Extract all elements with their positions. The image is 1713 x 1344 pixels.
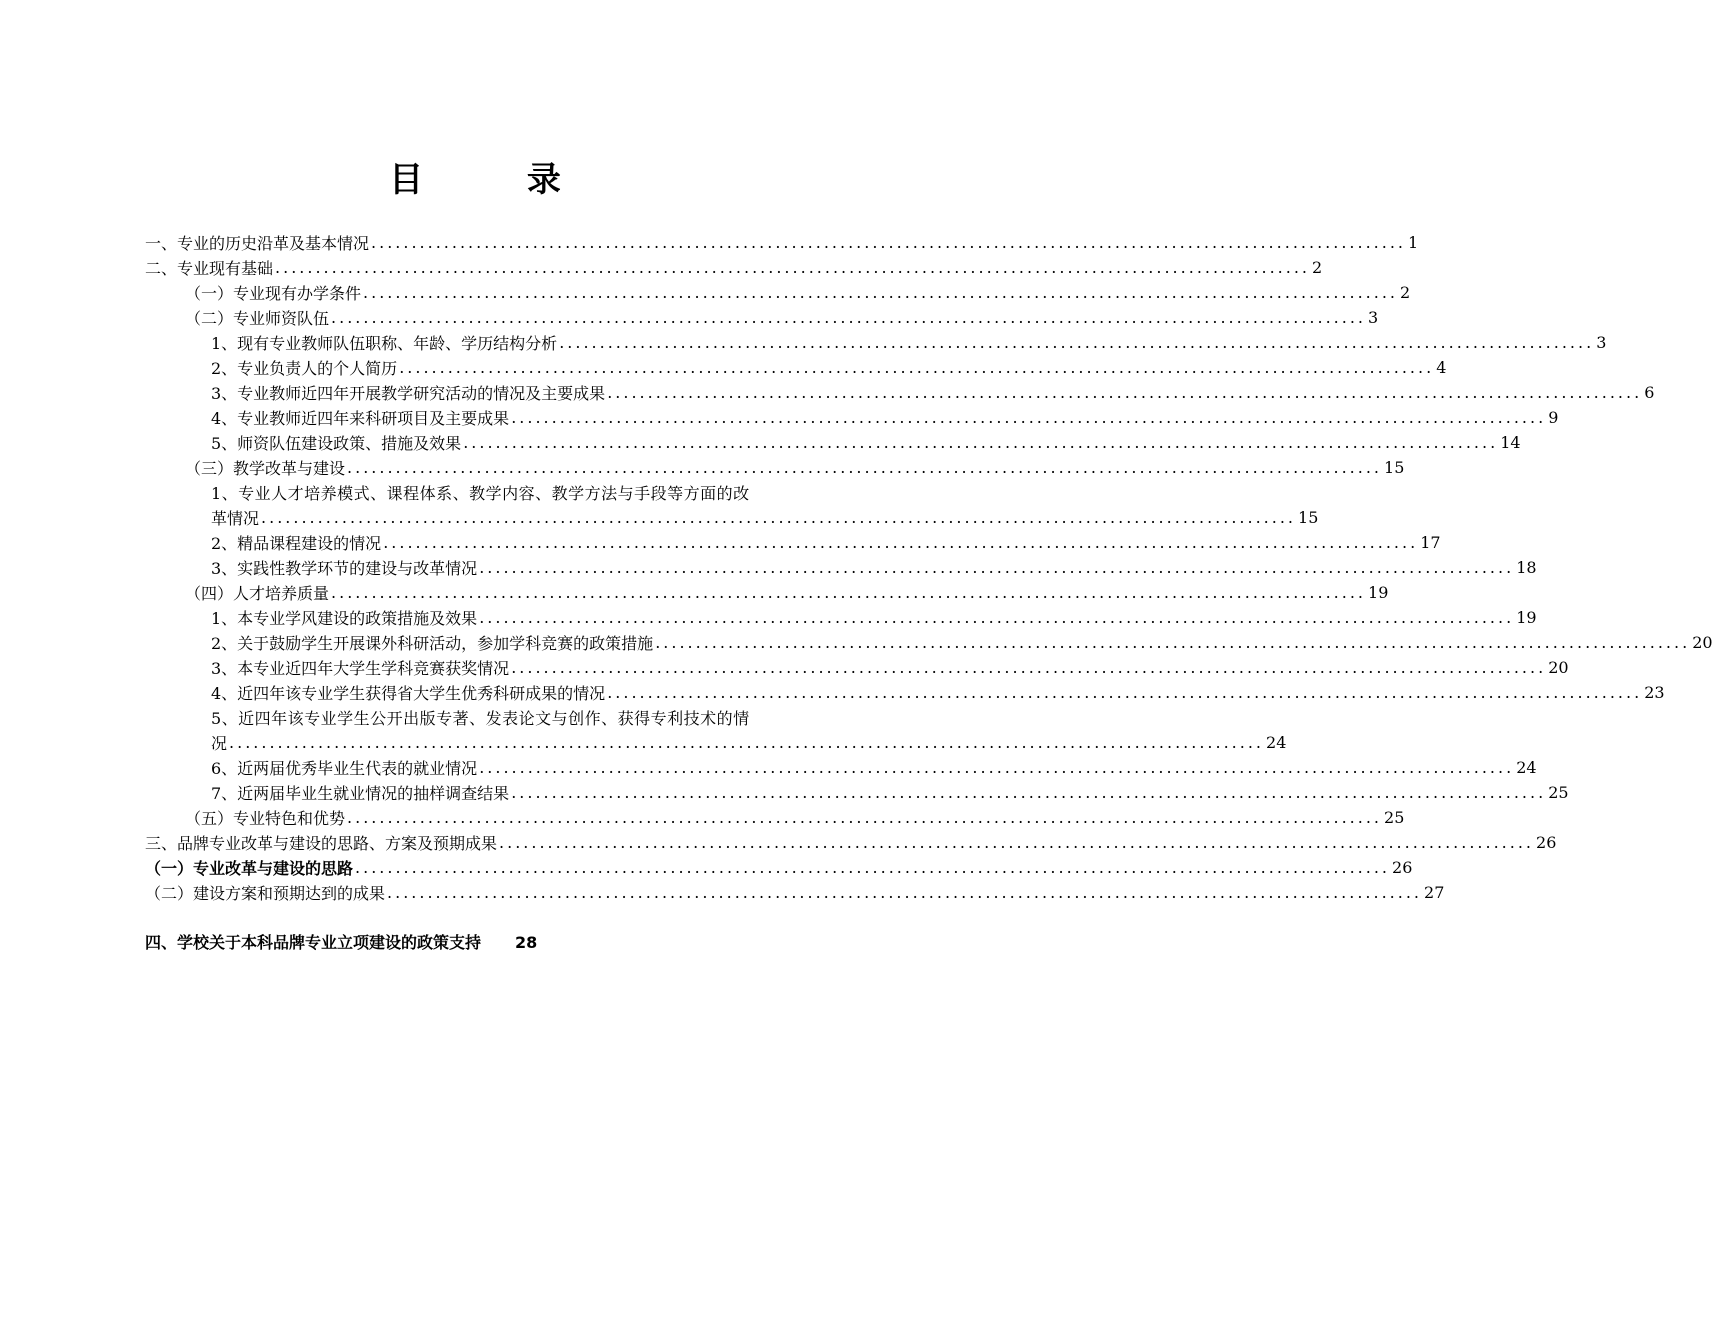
toc-leader: ................................................................................................................................ bbox=[387, 883, 1423, 902]
toc-leader: ................................................................................................................................ bbox=[607, 383, 1643, 402]
toc-entry[interactable] bbox=[145, 855, 1413, 880]
toc-entry-text: 1、本专业学风建设的政策措施及效果 bbox=[211, 609, 478, 628]
toc-entry-page: 3 bbox=[1596, 333, 1607, 352]
toc-leader: ................................................................................................................................ bbox=[355, 858, 1391, 877]
toc-entry-text: 1、现有专业教师队伍职称、年龄、学历结构分析 bbox=[211, 334, 558, 353]
toc-leader: ................................................................................................................................ bbox=[655, 633, 1691, 652]
toc-leader: ................................................................................................................................ bbox=[559, 333, 1595, 352]
toc-entry[interactable] bbox=[145, 255, 1323, 280]
toc-leader: ................................................................................................................................ bbox=[511, 783, 1547, 802]
toc-leader: ................................................................................................................................ bbox=[607, 683, 1643, 702]
toc-entry-page: 20 bbox=[1548, 658, 1569, 677]
toc-entry-page: 15 bbox=[1384, 458, 1405, 477]
toc-entry-text: 革情况 bbox=[211, 509, 260, 528]
toc-entry-text: 3、专业教师近四年开展教学研究活动的情况及主要成果 bbox=[211, 384, 606, 403]
toc-entry-final[interactable] bbox=[145, 930, 537, 953]
toc-entry-page: 19 bbox=[1516, 608, 1537, 627]
toc-entry[interactable] bbox=[145, 880, 1445, 905]
toc-entry[interactable] bbox=[185, 455, 1405, 480]
toc-entry-text: 2、精品课程建设的情况 bbox=[211, 534, 382, 553]
toc-entry-text: （一）专业现有办学条件 bbox=[185, 284, 362, 303]
toc-entry-text: 一、专业的历史沿革及基本情况 bbox=[145, 234, 370, 253]
toc-entry-page: 26 bbox=[1536, 833, 1557, 852]
toc-entry-text: 3、实践性教学环节的建设与改革情况 bbox=[211, 559, 478, 578]
toc-entry[interactable] bbox=[211, 680, 1665, 705]
toc-entry-page: 28 bbox=[515, 933, 538, 952]
toc-leader: ................................................................................................................................ bbox=[479, 758, 1515, 777]
toc-entry-page: 24 bbox=[1266, 733, 1287, 752]
toc-leader: ................................................................................................................................ bbox=[399, 358, 1435, 377]
toc-entry-page: 19 bbox=[1368, 583, 1389, 602]
toc-entry[interactable] bbox=[211, 655, 1569, 680]
toc-entry-text: 况 bbox=[211, 734, 228, 753]
toc-entry[interactable] bbox=[185, 805, 1405, 830]
toc-entry-text: 2、关于鼓励学生开展课外科研活动，参加学科竞赛的政策措施 bbox=[211, 634, 654, 653]
toc-entry-page: 15 bbox=[1298, 508, 1319, 527]
toc-entry-page: 9 bbox=[1548, 408, 1559, 427]
toc-entry[interactable] bbox=[211, 555, 1537, 580]
toc-entry-text: 3、本专业近四年大学生学科竞赛获奖情况 bbox=[211, 659, 510, 678]
toc-leader: ................................................................................................................................ bbox=[479, 608, 1515, 627]
toc-entry-text: 三、品牌专业改革与建设的思路、方案及预期成果 bbox=[145, 834, 498, 853]
toc-leader: ................................................................................................................................ bbox=[463, 433, 1499, 452]
toc-entry[interactable] bbox=[185, 305, 1379, 330]
toc-entry-text: 6、近两届优秀毕业生代表的就业情况 bbox=[211, 759, 478, 778]
toc-entry-page: 3 bbox=[1368, 308, 1379, 327]
toc-entry[interactable] bbox=[185, 580, 1389, 605]
toc-leader: ................................................................................................................................ bbox=[383, 533, 1419, 552]
toc-entry-page: 4 bbox=[1436, 358, 1447, 377]
toc-leader: ................................................................................................................................ bbox=[331, 583, 1367, 602]
toc-entry-page: 14 bbox=[1500, 433, 1521, 452]
toc-entry-page: 24 bbox=[1516, 758, 1537, 777]
toc-entry-text: 2、专业负责人的个人简历 bbox=[211, 359, 398, 378]
toc-entry-page: 23 bbox=[1644, 683, 1665, 702]
toc-leader: ................................................................................................................................ bbox=[499, 833, 1535, 852]
toc-entry-text: 4、专业教师近四年来科研项目及主要成果 bbox=[211, 409, 510, 428]
toc-entry[interactable] bbox=[211, 505, 1319, 530]
toc-leader: ................................................................................................................................ bbox=[511, 658, 1547, 677]
toc-leader: ................................................................................................................................ bbox=[347, 808, 1383, 827]
toc-entry-text: （四）人才培养质量 bbox=[185, 584, 330, 603]
toc-entry[interactable] bbox=[211, 630, 1713, 655]
toc-entry[interactable] bbox=[211, 605, 1537, 630]
toc-entry-text: （一）专业改革与建设的思路 bbox=[145, 859, 354, 878]
toc-leader: ................................................................................................................................ bbox=[229, 733, 1265, 752]
toc-entry-page: 18 bbox=[1516, 558, 1537, 577]
toc-entry-text: （二）建设方案和预期达到的成果 bbox=[145, 884, 386, 903]
toc-entry-page: 26 bbox=[1392, 858, 1413, 877]
toc-entry-page: 25 bbox=[1384, 808, 1405, 827]
toc-entry[interactable] bbox=[211, 730, 1287, 755]
toc-entry[interactable] bbox=[185, 280, 1411, 305]
toc-leader: ................................................................................................................................ bbox=[371, 233, 1407, 252]
toc-entry[interactable] bbox=[211, 755, 1537, 780]
toc-entry-page: 20 bbox=[1692, 633, 1713, 652]
page-title: 目 录 bbox=[389, 160, 607, 200]
toc-leader: ................................................................................................................................ bbox=[511, 408, 1547, 427]
toc-entry[interactable] bbox=[211, 355, 1447, 380]
toc-leader: ................................................................................................................................ bbox=[331, 308, 1367, 327]
toc-entry[interactable] bbox=[145, 230, 1419, 255]
toc-entry-text: 二、专业现有基础 bbox=[145, 259, 274, 278]
toc-entry-page: 2 bbox=[1312, 258, 1323, 277]
toc-entry[interactable] bbox=[211, 330, 1607, 355]
toc-leader: ................................................................................................................................ bbox=[347, 458, 1383, 477]
toc-entry[interactable] bbox=[211, 530, 1441, 555]
toc-entry-page: 2 bbox=[1400, 283, 1411, 302]
toc-entry-text: （二）专业师资队伍 bbox=[185, 309, 330, 328]
toc-entry[interactable] bbox=[211, 780, 1569, 805]
toc-entry-text: 四、学校关于本科品牌专业立项建设的政策支持 bbox=[145, 933, 482, 952]
toc-entry-text: （五）专业特色和优势 bbox=[185, 809, 346, 828]
toc-entry[interactable] bbox=[145, 830, 1557, 855]
toc-entry-text: 7、近两届毕业生就业情况的抽样调查结果 bbox=[211, 784, 510, 803]
toc-entry[interactable] bbox=[211, 405, 1559, 430]
toc-entry-page: 25 bbox=[1548, 783, 1569, 802]
toc-entry-text: 4、近四年该专业学生获得省大学生优秀科研成果的情况 bbox=[211, 684, 606, 703]
toc-leader: ................................................................................................................................ bbox=[363, 283, 1399, 302]
toc-entry-text: 1、专业人才培养模式、课程体系、教学内容、教学方法与手段等方面的改 bbox=[211, 484, 750, 503]
toc-entry-page: 27 bbox=[1424, 883, 1445, 902]
toc-entry[interactable] bbox=[211, 705, 847, 730]
toc-leader: ................................................................................................................................ bbox=[261, 508, 1297, 527]
toc-entry[interactable] bbox=[211, 380, 1655, 405]
toc-entry-text: 5、近四年该专业学生公开出版专著、发表论文与创作、获得专利技术的情 bbox=[211, 709, 750, 728]
toc-entry[interactable] bbox=[211, 430, 1521, 455]
toc-entry-page: 6 bbox=[1644, 383, 1655, 402]
toc-entry-text: （三）教学改革与建设 bbox=[185, 459, 346, 478]
toc-entry-page: 1 bbox=[1408, 233, 1419, 252]
toc-entry-page: 17 bbox=[1420, 533, 1441, 552]
toc-entry-text: 5、师资队伍建设政策、措施及效果 bbox=[211, 434, 462, 453]
toc-entry[interactable] bbox=[211, 480, 847, 505]
toc-leader: ................................................................................................................................ bbox=[275, 258, 1311, 277]
toc-leader: ................................................................................................................................ bbox=[479, 558, 1515, 577]
